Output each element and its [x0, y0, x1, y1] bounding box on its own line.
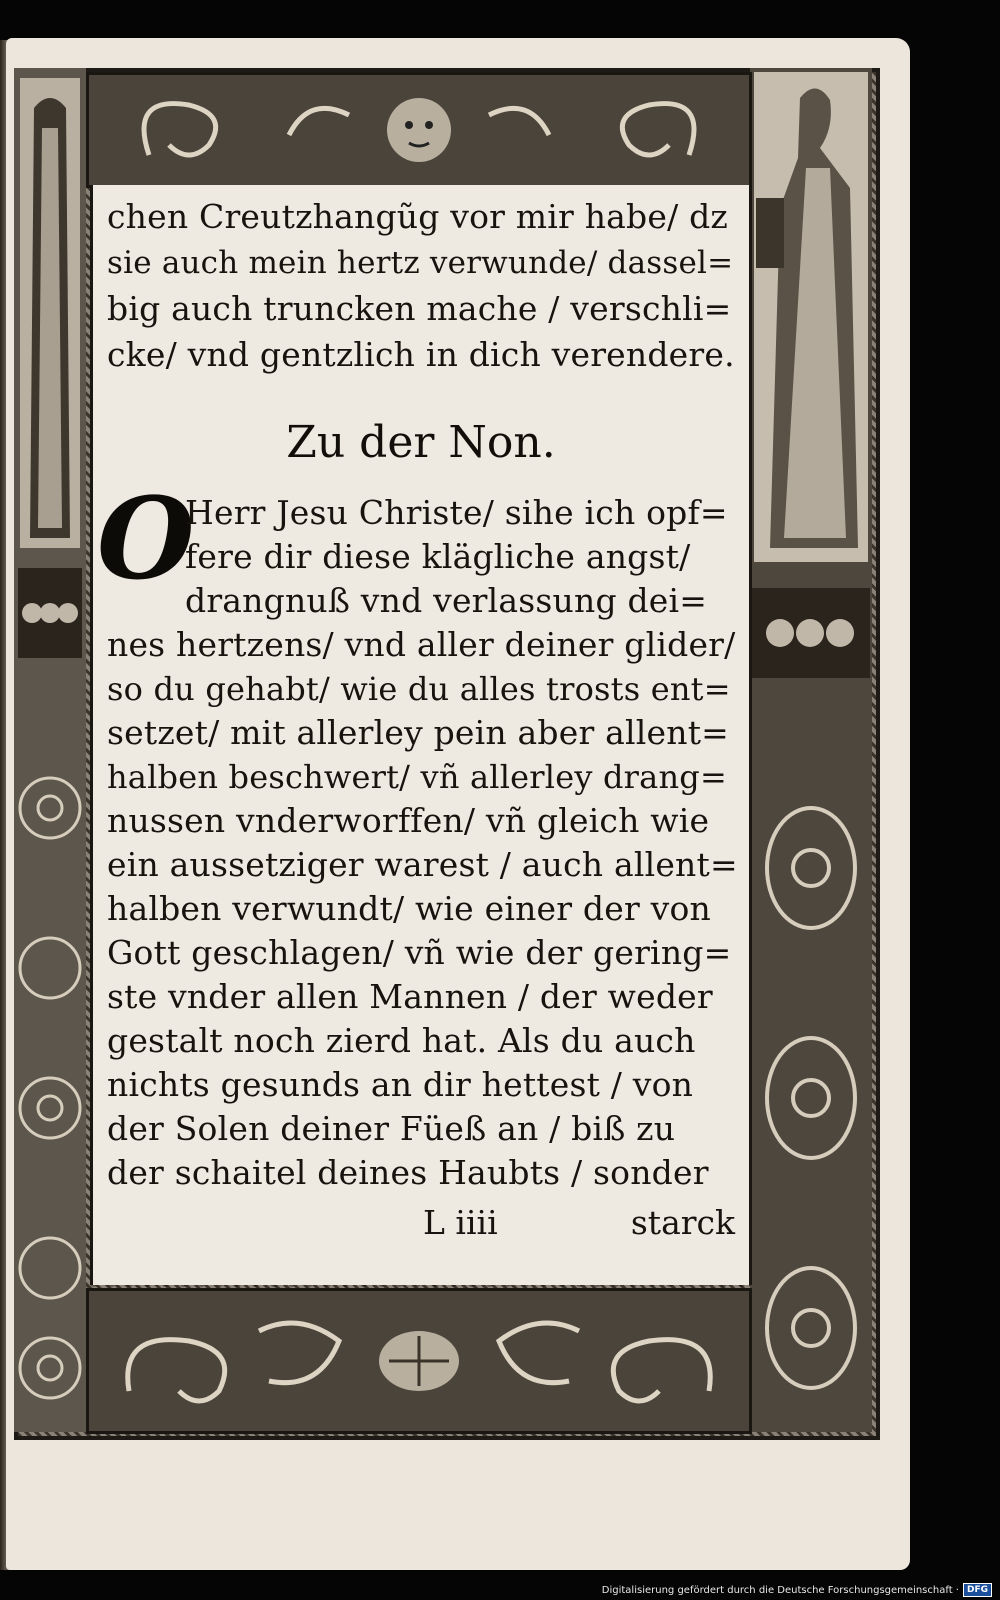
catchword: starck	[630, 1203, 735, 1242]
text-line: nussen vnderworffen/ vñ gleich wie	[107, 801, 710, 840]
text-line: nes hertzens/ vnd aller deiner glider/	[107, 625, 736, 664]
text-line: halben beschwert/ vñ allerley drang=	[107, 758, 727, 796]
text-line: der Solen deiner Füeß an / biß zu	[107, 1109, 676, 1148]
text-line: der schaitel deines Haubts / sonder	[107, 1153, 709, 1192]
right-ornament-column	[750, 68, 872, 1432]
signature-mark: L iiii	[423, 1203, 498, 1242]
text-line: sie auch mein hertz verwunde/ dassel=	[107, 245, 734, 281]
text-line: nichts gesunds an dir hettest / von	[107, 1065, 694, 1104]
left-ornament-column	[14, 68, 86, 1432]
top-ornament-band	[86, 72, 752, 188]
text-line: drangnuß vnd verlassung dei=	[185, 581, 708, 620]
text-line: gestalt noch zierd hat. Als du auch	[107, 1021, 696, 1060]
text-line: big auch truncken mache / verschli=	[107, 289, 732, 328]
text-line: setzet/ mit allerley pein aber allent=	[107, 713, 730, 752]
text-line: ein aussetziger warest / auch allent=	[107, 845, 738, 884]
digitization-credit	[602, 1583, 992, 1597]
text-line: so du gehabt/ wie du alles trosts ent=	[107, 670, 731, 708]
text-line: ste vnder allen Mannen / der weder	[107, 977, 713, 1016]
text-line: Gott geschlagen/ vñ wie der gering=	[107, 933, 732, 972]
text-line: halben verwundt/ wie einer der von	[107, 889, 712, 928]
drop-capital: O	[97, 474, 195, 605]
dfg-logo: DFG	[963, 1583, 992, 1597]
text-line: fere dir diese klägliche angst/	[185, 537, 691, 576]
credit-text: Digitalisierung gefördert durch die Deutsche Forschungsgemeinschaft ·	[601, 1584, 959, 1596]
text-line: chen Creutzhangũg vor mir habe/ dz	[107, 197, 729, 236]
text-line: Herr Jesu Christe/ sihe ich opf=	[185, 493, 728, 532]
bottom-ornament-band	[86, 1288, 752, 1434]
text-block	[90, 185, 752, 1285]
section-heading: Zu der Non.	[286, 417, 556, 468]
text-line: cke/ vnd gentzlich in dich verendere.	[107, 335, 735, 374]
